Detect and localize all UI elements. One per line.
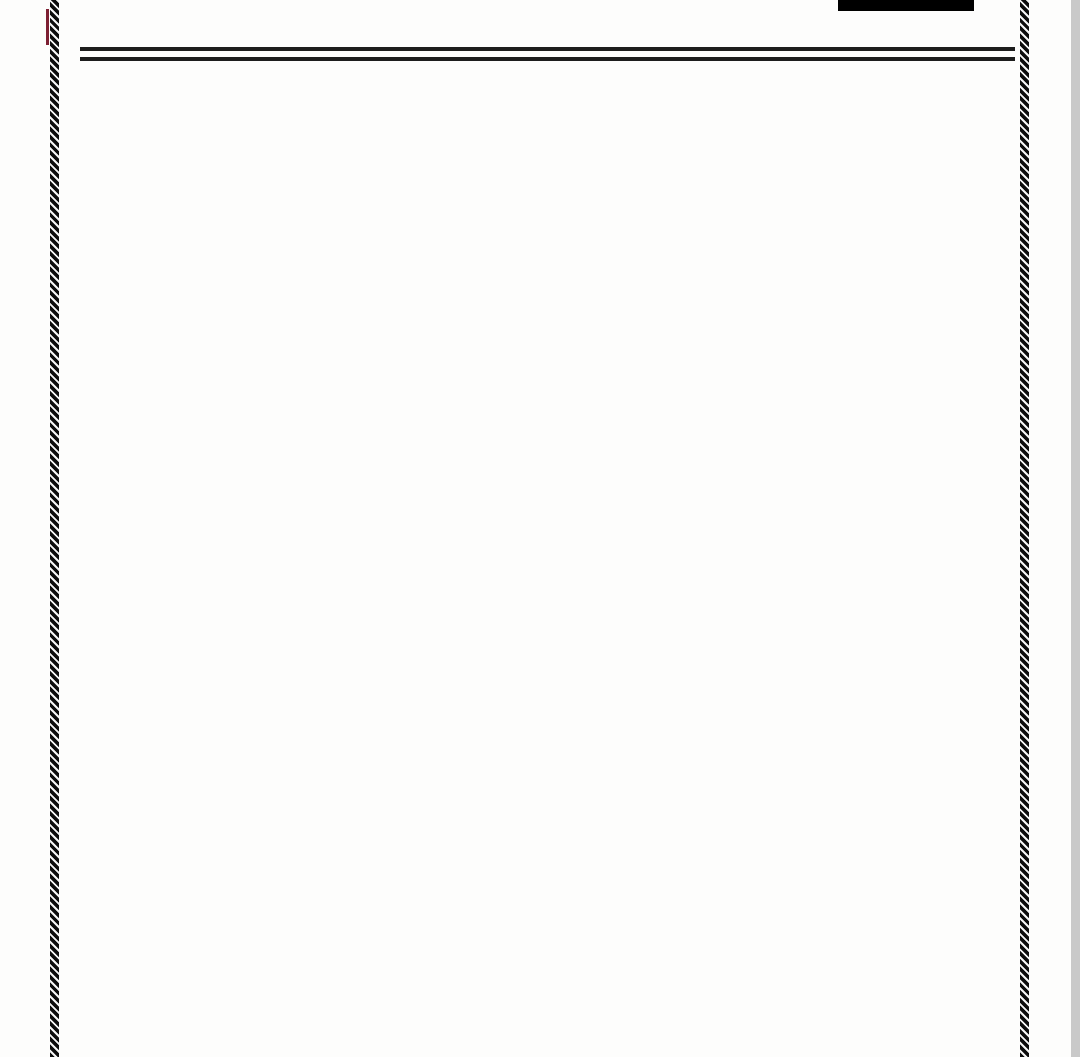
- right-gray-strip: [1071, 0, 1080, 1057]
- right-hatch-border: [1020, 0, 1029, 1057]
- price-table: [80, 47, 1015, 61]
- redaction-bar: [838, 0, 974, 11]
- left-hatch-border: [50, 0, 59, 1057]
- table-section-top: [80, 47, 1015, 51]
- table-section-bottom: [80, 57, 1015, 61]
- page-title: [238, 4, 678, 34]
- red-pen-mark: [46, 9, 49, 45]
